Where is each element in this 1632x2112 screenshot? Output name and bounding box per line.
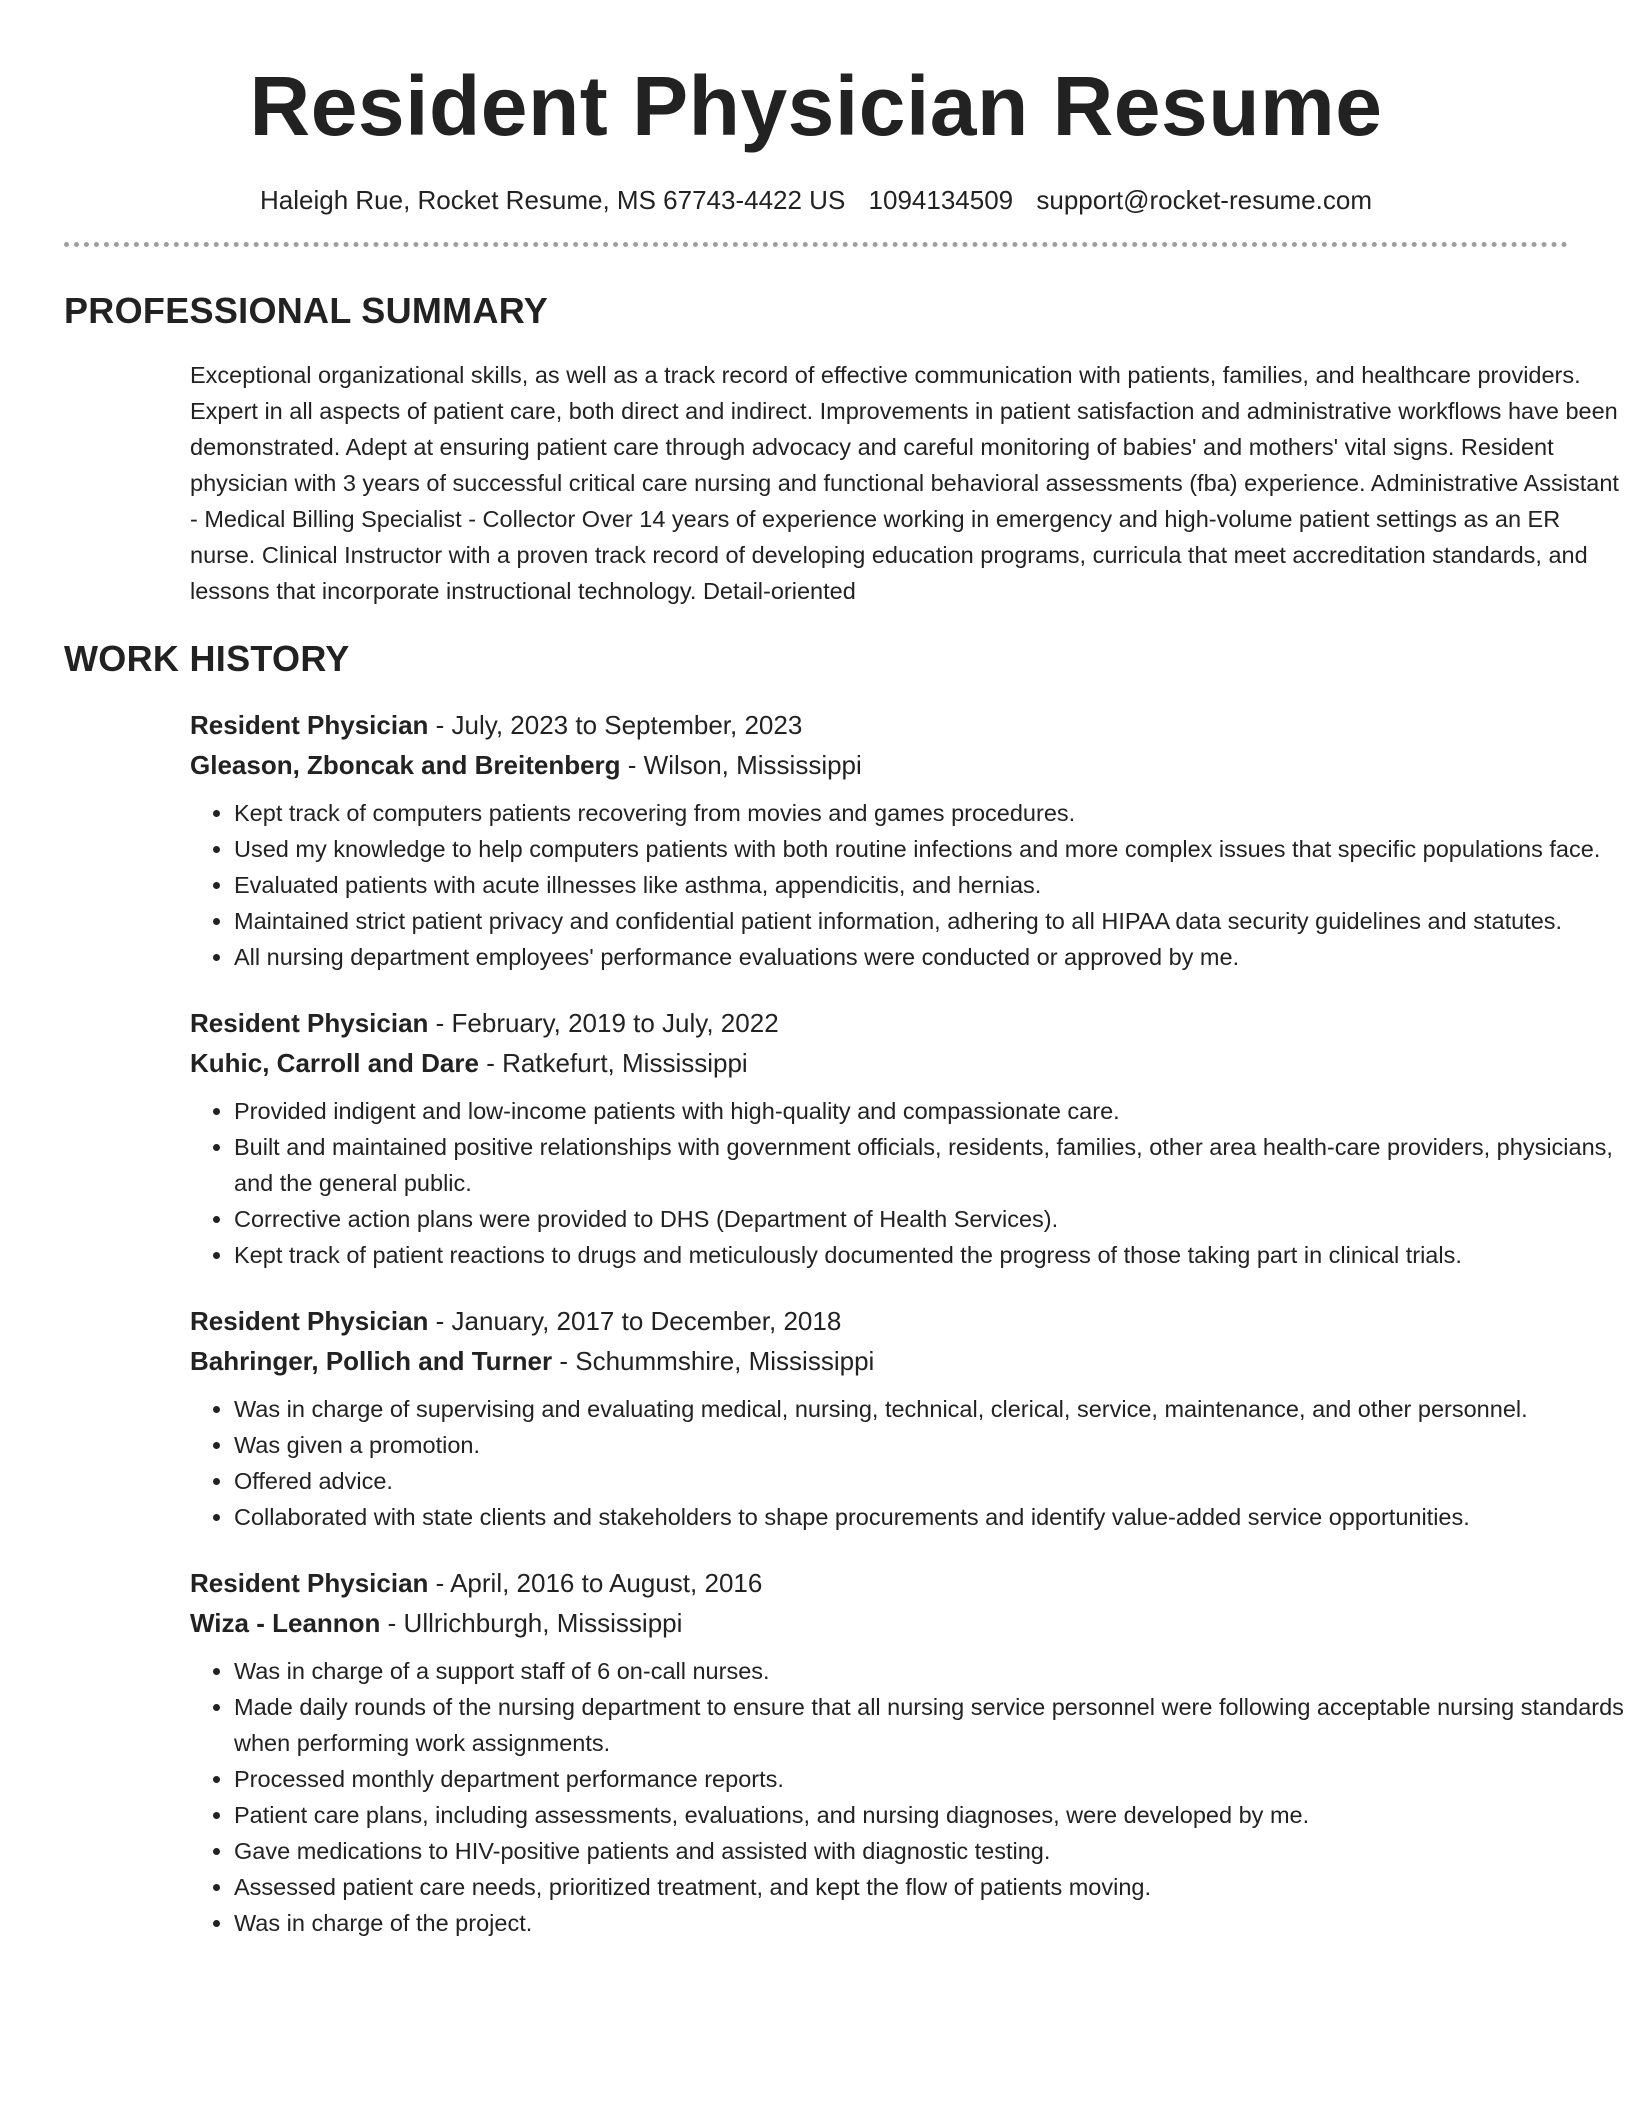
job-company-line [190, 1603, 1630, 1643]
job-bullets [190, 1653, 1630, 1941]
contact-phone: 1094134509 [868, 185, 1014, 215]
job-dates: - January, 2017 to December, 2018 [428, 1306, 842, 1336]
job-bullet: • Assessed patient care needs, prioritized treatment, and kept the flow of patients moving. [234, 1869, 1630, 1905]
job-bullet: • Gave medications to HIV-positive patients and assisted with diagnostic testing. [234, 1833, 1630, 1869]
job-location: - Ratkefurt, Mississippi [478, 1048, 748, 1078]
job-bullet: • Made daily rounds of the nursing department to ensure that all nursing service personnel were following acceptable nursing standards when performing work assignments. [234, 1689, 1630, 1761]
summary-heading: PROFESSIONAL SUMMARY [64, 290, 549, 331]
work-history-list [190, 705, 1630, 1941]
job-bullet: • Kept track of computers patients recovering from movies and games procedures. [234, 795, 1630, 831]
job-location: - Ullrichburgh, Mississippi [380, 1608, 683, 1638]
job-bullet: • Kept track of patient reactions to drugs and meticulously documented the progress of those taking part in clinical trials. [234, 1237, 1630, 1273]
job-entry [190, 1563, 1630, 1941]
contact-email: support@rocket-resume.com [1036, 185, 1372, 215]
job-title-line [190, 1301, 1630, 1341]
job-bullet: • Used my knowledge to help computers patients with both routine infections and more complex issues that specific populations face. [234, 831, 1630, 867]
job-entry [190, 705, 1630, 975]
job-title: Resident Physician [190, 1008, 429, 1038]
job-dates: - July, 2023 to September, 2023 [428, 710, 803, 740]
header-divider [64, 242, 1568, 247]
job-bullet: • Processed monthly department performance reports. [234, 1761, 1630, 1797]
job-company: Bahringer, Pollich and Turner [190, 1346, 553, 1376]
job-company: Wiza - Leannon [190, 1608, 381, 1638]
resume-title: Resident Physician Resume [249, 59, 1383, 153]
job-company-line [190, 1043, 1630, 1083]
job-bullets [190, 1391, 1630, 1535]
job-bullet: • Was in charge of the project. [234, 1905, 1630, 1941]
job-bullet: • Corrective action plans were provided to DHS (Department of Health Services). [234, 1201, 1630, 1237]
job-bullet: • Built and maintained positive relationships with government officials, residents, families, other area health-care providers, physicians, and the general public. [234, 1129, 1630, 1201]
job-company-line [190, 745, 1630, 785]
job-bullet: • Offered advice. [234, 1463, 1630, 1499]
job-bullet: • Was in charge of a support staff of 6 on-call nurses. [234, 1653, 1630, 1689]
job-location: - Schummshire, Mississippi [552, 1346, 875, 1376]
job-title: Resident Physician [190, 1306, 429, 1336]
contact-line [64, 184, 1568, 216]
job-bullet: • Patient care plans, including assessments, evaluations, and nursing diagnoses, were developed by me. [234, 1797, 1630, 1833]
job-title-line [190, 1563, 1630, 1603]
job-title: Resident Physician [190, 1568, 429, 1598]
job-bullet: • Provided indigent and low-income patients with high-quality and compassionate care. [234, 1093, 1630, 1129]
job-title-line [190, 705, 1630, 745]
job-bullet: • All nursing department employees' performance evaluations were conducted or approved by me. [234, 939, 1630, 975]
job-bullet: • Maintained strict patient privacy and confidential patient information, adhering to all HIPAA data security guidelines and statutes. [234, 903, 1630, 939]
work-history-heading: WORK HISTORY [64, 638, 350, 679]
job-company: Kuhic, Carroll and Dare [190, 1048, 479, 1078]
job-entry [190, 1003, 1630, 1273]
job-bullets [190, 795, 1630, 975]
job-bullets [190, 1093, 1630, 1273]
contact-address: Haleigh Rue, Rocket Resume, MS 67743-4422 US [259, 185, 846, 215]
job-company: Gleason, Zboncak and Breitenberg [190, 750, 621, 780]
job-bullet: • Collaborated with state clients and stakeholders to shape procurements and identify value-added service opportunities. [234, 1499, 1630, 1535]
job-entry [190, 1301, 1630, 1535]
job-dates: - February, 2019 to July, 2022 [428, 1008, 779, 1038]
job-company-line [190, 1341, 1630, 1381]
job-bullet: • Was in charge of supervising and evaluating medical, nursing, technical, clerical, service, maintenance, and other personnel. [234, 1391, 1630, 1427]
job-bullet: • Was given a promotion. [234, 1427, 1630, 1463]
job-title: Resident Physician [190, 710, 429, 740]
job-bullet: • Evaluated patients with acute illnesses like asthma, appendicitis, and hernias. [234, 867, 1630, 903]
summary-text: Exceptional organizational skills, as well as a track record of effective communication with patients, families, and healthcare providers. Expert in all aspects of patient care, both direct and indirect. Improvements in patient satisfaction and administrative workflows have been demonstrated. Adept at ensuring patient care through advocacy and careful monitoring of babies' and mothers' vital signs. Resident physician with 3 years of successful critical care nursing and functional behavioral assessments (fba) experience. Administrative Assistant - Medical Billing Specialist - Collector Over 14 years of experience working in emergency and high-volume patient settings as an ER nurse. Clinical Instructor with a proven track record of developing education programs, curricula that meet accreditation standards, and lessons that incorporate instructional technology. Detail-oriented [190, 362, 1619, 604]
job-title-line [190, 1003, 1630, 1043]
job-dates: - April, 2016 to August, 2016 [428, 1568, 763, 1598]
job-location: - Wilson, Mississippi [620, 750, 862, 780]
